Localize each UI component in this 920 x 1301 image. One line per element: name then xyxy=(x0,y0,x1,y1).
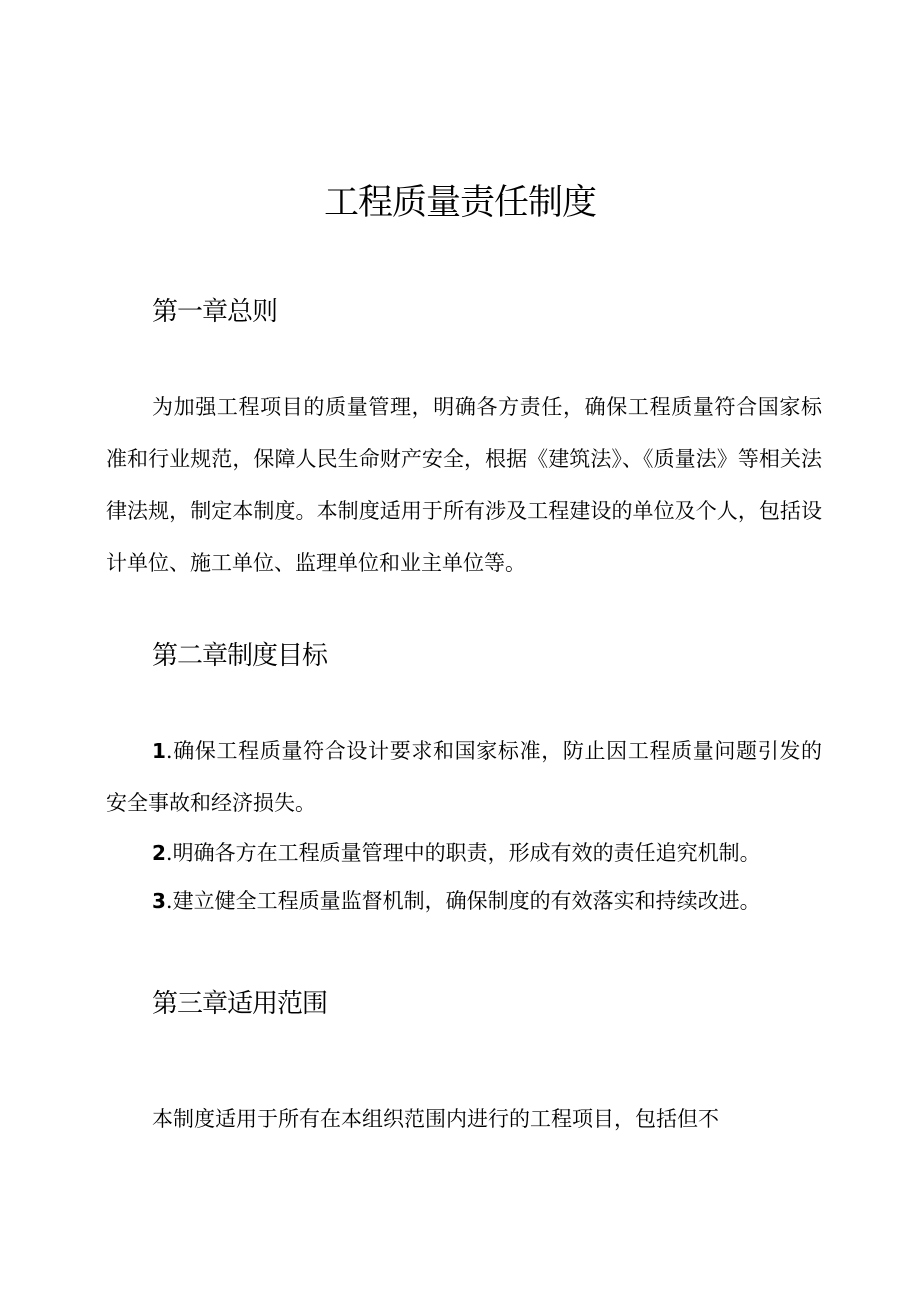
list-item-text: .确保工程质量符合设计要求和国家标准，防止因工程质量问题引发的安全事故和经济损失。 xyxy=(106,739,822,815)
objective-item xyxy=(106,875,822,927)
chapter-scope-paragraph: 本制度适用于所有在本组织范围内进行的工程项目，包括但不 xyxy=(152,1107,719,1131)
chapter-heading-general: 第一章总则 xyxy=(152,297,278,327)
list-number: 1 xyxy=(152,739,166,763)
list-number: 2 xyxy=(152,841,166,865)
objective-item xyxy=(106,725,822,829)
chapter-heading-objectives: 第二章制度目标 xyxy=(152,641,328,671)
list-item-text: .建立健全工程质量监督机制，确保制度的有效落实和持续改进。 xyxy=(165,889,761,913)
list-item-text: .明确各方在工程质量管理中的职责，形成有效的责任追究机制。 xyxy=(165,841,761,865)
chapter-heading-scope: 第三章适用范围 xyxy=(152,989,328,1019)
list-number: 3 xyxy=(152,889,166,913)
chapter-general-paragraph: 为加强工程项目的质量管理，明确各方责任，确保工程质量符合国家标准和行业规范，保障人民生命财产安全，根据《建筑法》、《质量法》等相关法律法规，制定本制度。本制度适用于所有涉及工程建设的单位及个人，包括设计单位、施工单位、监理单位和业主单位等。 xyxy=(106,395,822,575)
document-title: 工程质量责任制度 xyxy=(323,183,596,223)
objective-item xyxy=(106,827,822,879)
